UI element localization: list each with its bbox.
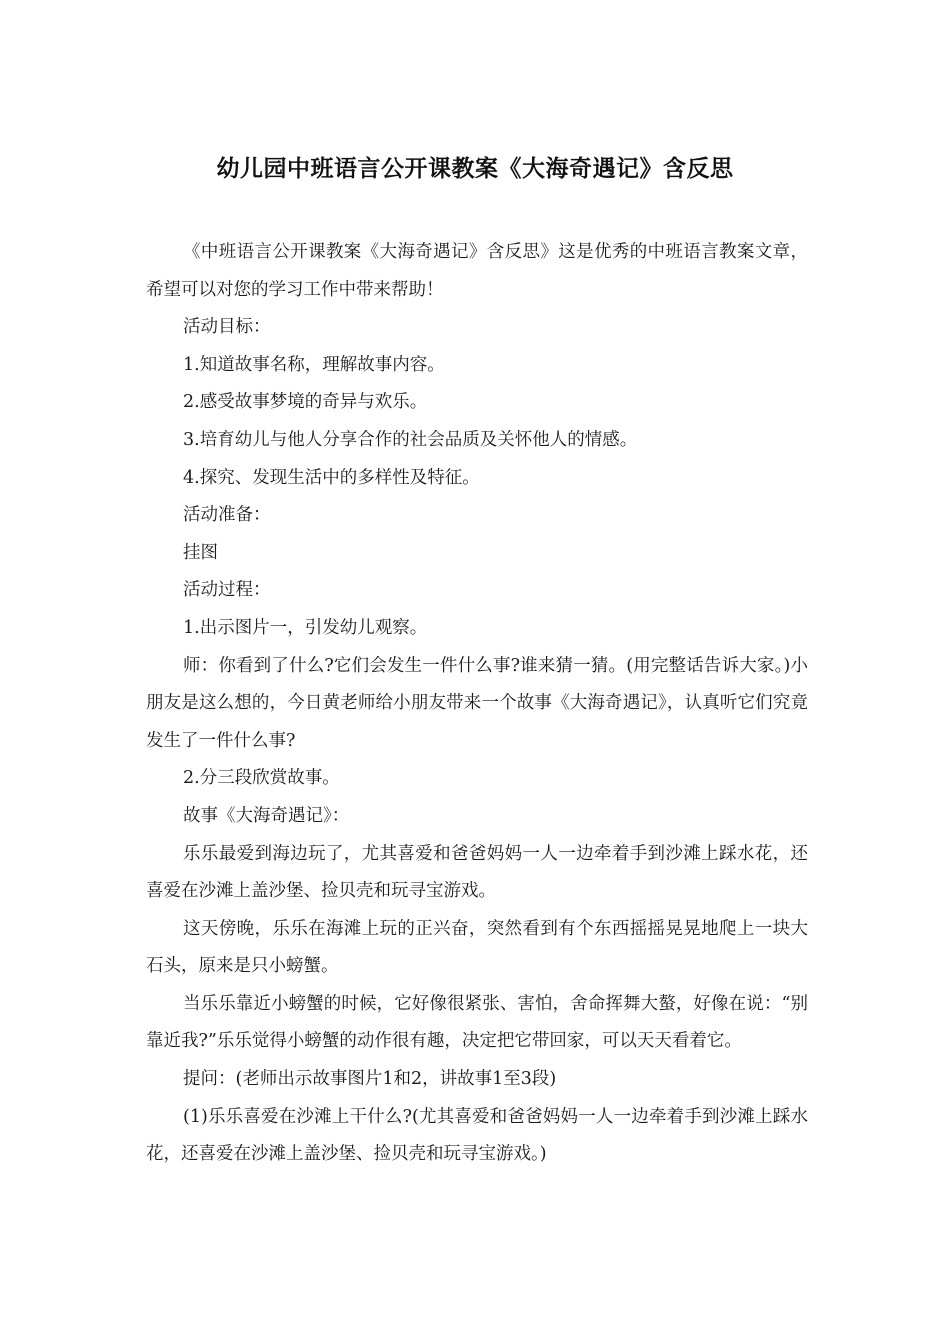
list-item-step-2: 2.分三段欣赏故事。: [183, 768, 340, 789]
paragraph-preparation: 挂图: [183, 542, 218, 563]
paragraph-question-1: (1)乐乐喜爱在沙滩上干什么?(尤其喜爱和爸爸妈妈一人一边牵着手到沙滩上踩水花，还喜爱在沙滩上盖沙堡、捡贝壳和玩寻宝游戏。): [146, 1106, 808, 1165]
heading-activity-preparation: 活动准备：: [183, 505, 271, 526]
paragraph-teacher-question: 师：你看到了什么?它们会发生一件什么事?谁来猜一猜。(用完整话告诉大家。)小朋友是这么想的，今日黄老师给小朋友带来一个故事《大海奇遇记》，认真听它们究竟发生了一件什么事?: [146, 655, 808, 751]
list-item-goal-3: 3.培育幼儿与他人分享合作的社会品质及关怀他人的情感。: [183, 429, 638, 450]
paragraph-story-1: 乐乐最爱到海边玩了，尤其喜爱和爸爸妈妈一人一边牵着手到沙滩上踩水花，还喜爱在沙滩上盖沙堡、捡贝壳和玩寻宝游戏。: [146, 843, 808, 902]
list-item-goal-4: 4.探究、发现生活中的多样性及特征。: [183, 467, 480, 488]
list-item-goal-2: 2.感受故事梦境的奇异与欢乐。: [183, 392, 428, 413]
heading-activity-process: 活动过程：: [183, 580, 271, 601]
list-item-step-1: 1.出示图片一，引发幼儿观察。: [183, 617, 428, 638]
document-title: 幼儿园中班语言公开课教案《大海奇遇记》含反思: [216, 156, 734, 182]
heading-activity-goals: 活动目标：: [183, 317, 271, 338]
paragraph-story-3: 当乐乐靠近小螃蟹的时候，它好像很紧张、害怕，舍命挥舞大螯，好像在说：“别靠近我?”乐乐觉得小螃蟹的动作很有趣，决定把它带回家，可以天天看着它。: [146, 993, 808, 1052]
heading-story: 故事《大海奇遇记》：: [183, 805, 350, 826]
paragraph-story-2: 这天傍晚，乐乐在海滩上玩的正兴奋，突然看到有个东西摇摇晃晃地爬上一块大石头，原来是只小螃蟹。: [146, 918, 808, 977]
paragraph-intro: 《中班语言公开课教案《大海奇遇记》含反思》这是优秀的中班语言教案文章，希望可以对您的学习工作中带来帮助！: [146, 242, 808, 300]
paragraph-question-heading: 提问：(老师出示故事图片1和2，讲故事1至3段): [183, 1069, 557, 1090]
list-item-goal-1: 1.知道故事名称，理解故事内容。: [183, 354, 445, 375]
document-body: [146, 234, 808, 1174]
